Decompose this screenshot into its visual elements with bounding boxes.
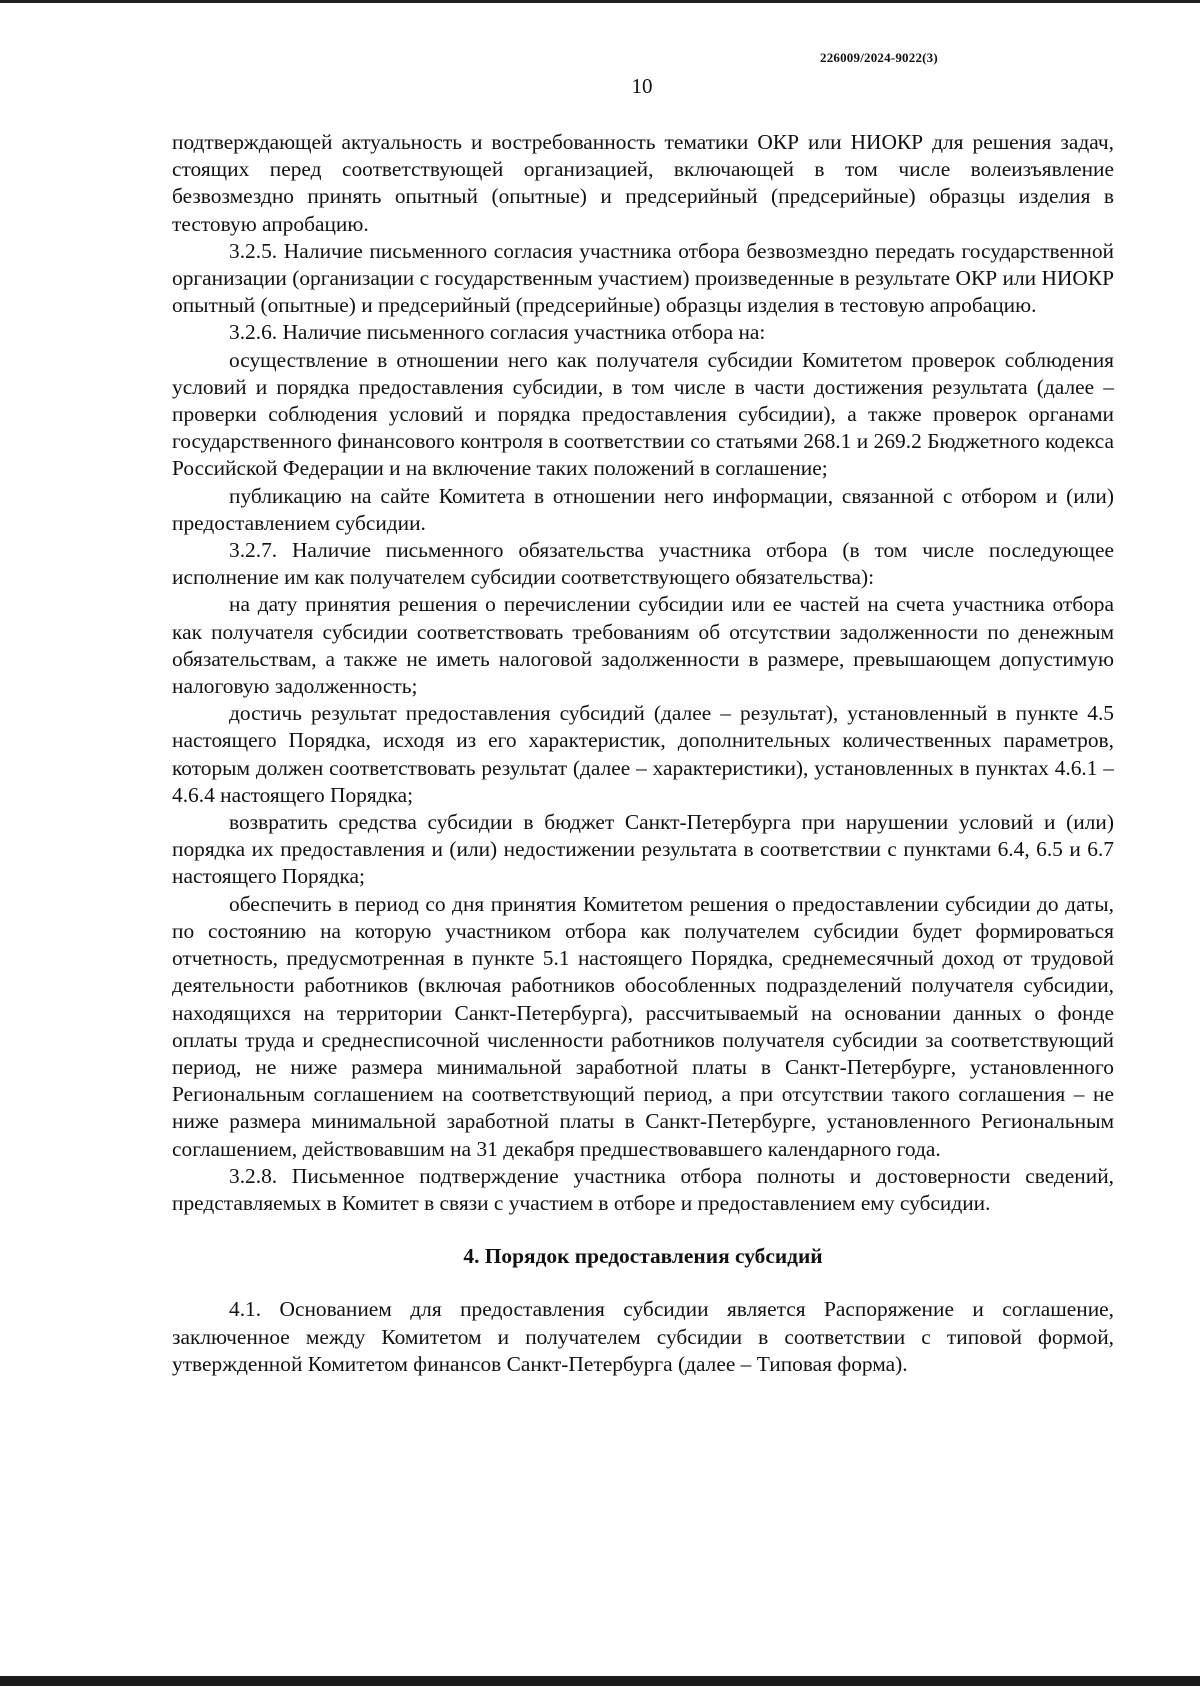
- clause-3-2-6-item-publication: публикацию на сайте Комитета в отношении него информации, связанной с отбором и (или) предоставлением субсидии.: [172, 483, 1114, 535]
- clause-4-1: 4.1. Основанием для предоставления субсидии является Распоряжение и соглашение, заключенное между Комитетом и получателем субсидии в соответствии с типовой формой, утвержденной Комитетом финансов Санкт-Петербурга (далее – Типовая форма).: [172, 1297, 1114, 1376]
- scan-top-edge: [0, 0, 1200, 3]
- clause-3-2-7-item-return-funds: возвратить средства субсидии в бюджет Санкт-Петербурга при нарушении условий и (или) порядка их предоставления и (или) недостижении результата в соответствии с пунктами 6.4, 6.5 и 6.7 настоящего Порядка;: [172, 810, 1114, 889]
- clause-3-2-7-item-achieve-result: достичь результат предоставления субсидий (далее – результат), установленный в пункте 4.5 настоящего Порядка, исходя из его характеристик, дополнительных количественных параметров, которым должен соответствовать результат (далее – характеристики), установленных в пунктах 4.6.1 – 4.6.4 настоящего Порядка;: [172, 701, 1114, 807]
- clause-3-2-6: 3.2.6. Наличие письменного согласия участника отбора на:: [229, 320, 766, 345]
- clause-3-2-7-item-average-income: обеспечить в период со дня принятия Комитетом решения о предоставлении субсидии до даты, по состоянию на которую участником отбора как получателем субсидии будет формироваться отчетность, предусмотренная в пункте 5.1 настоящего Порядка, среднемесячный доход от трудовой деятельности работников (включая работников обособленных подразделений получателя субсидии, находящихся на территории Санкт-Петербурга), рассчитываемый на основании данных о фонде оплаты труда и среднесписочной численности работников получателя субсидии за соответствующий период, не ниже размера минимальной заработной платы в Санкт-Петербурге, установленного Региональным соглашением на соответствующий период, а при отсутствии такого соглашения – не ниже размера минимальной заработной платы в Санкт-Петербурге, установленного Региональным соглашением, действовавшим на 31 декабря предшествовавшего календарного года.: [172, 891, 1114, 1161]
- document-registration-code: 226009/2024-9022(3): [820, 50, 938, 65]
- clause-3-2-7-item-no-debt: на дату принятия решения о перечислении субсидии или ее частей на счета участника отбора как получателя субсидии соответствовать требованиям об отсутствии задолженности по денежным обязательствам, а также не иметь налоговой задолженности в размере, превышающем допустимую налоговую задолженность;: [172, 592, 1114, 699]
- section-heading: 4. Порядок предоставления субсидий: [463, 1244, 823, 1269]
- document-body: [172, 129, 1114, 1378]
- clause-3-2-8: 3.2.8. Письменное подтверждение участника отбора полноты и достоверности сведений, представляемых в Комитет в связи с участием в отборе и предоставлением ему субсидии.: [172, 1163, 1114, 1215]
- paragraph-continuation: подтверждающей актуальность и востребованность тематики ОКР или НИОКР для решения задач, стоящих перед соответствующей организацией, включающей в том числе волеизъявление безвозмездно принять опытный (опытные) и предсерийный (предсерийные) образцы изделия в тестовую апробацию.: [172, 130, 1114, 236]
- clause-3-2-6-item-inspections: осуществление в отношении него как получателя субсидии Комитетом проверок соблюдения условий и порядка предоставления субсидии, в том числе в части достижения результата (далее – проверки соблюдения условий и порядка предоставления субсидии), а также проверок органами государственного финансового контроля в соответствии со статьями 268.1 и 269.2 Бюджетного кодекса Российской Федерации и на включение таких положений в соглашение;: [172, 347, 1114, 481]
- page-number: 10: [631, 74, 653, 98]
- scan-bottom-edge: [0, 1676, 1200, 1686]
- clause-3-2-5: 3.2.5. Наличие письменного согласия участника отбора безвозмездно передать государственной организации (организации с государственным участием) произведенные в результате ОКР или НИОКР опытный (опытные) и предсерийный (предсерийные) образцы изделия в тестовую апробацию.: [172, 238, 1114, 318]
- clause-3-2-7: 3.2.7. Наличие письменного обязательства участника отбора (в том числе последующее исполнение им как получателем субсидии соответствующего обязательства):: [172, 538, 1114, 590]
